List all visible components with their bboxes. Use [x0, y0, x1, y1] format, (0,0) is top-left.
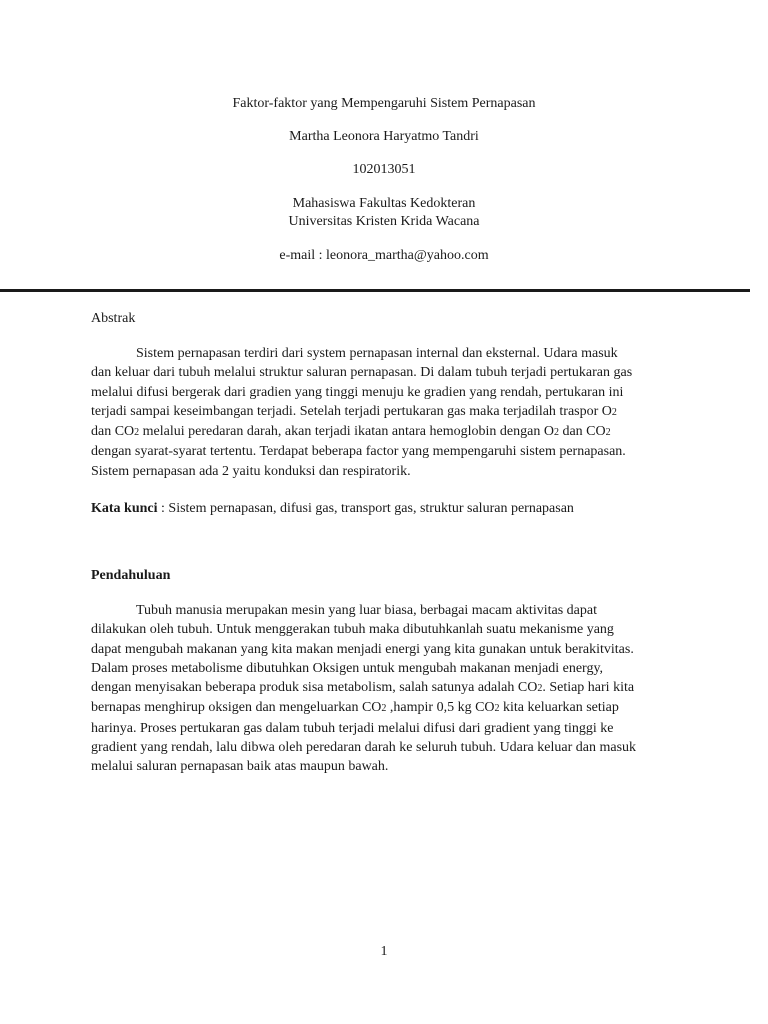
keywords-text: : Sistem pernapasan, difusi gas, transport gas, struktur saluran pernapasan: [157, 501, 574, 516]
page-number: 1: [380, 944, 388, 959]
intro-line: harinya. Proses pertukaran gas dalam tubuh terjadi melalui difusi dari gradient yang tinggi ke: [91, 720, 614, 736]
subscript-2: 2: [605, 427, 611, 439]
author-name: Martha Leonora Haryatmo Tandri: [289, 129, 479, 144]
intro-line: dengan menyisakan beberapa produk sisa metabolism, salah satunya adalah CO2. Setiap hari kita: [91, 680, 635, 696]
abstract-line: dan keluar dari tubuh melalui struktur saluran pernapasan. Di dalam tubuh terjadi pertukaran gas: [91, 365, 633, 381]
abstract-line: Sistem pernapasan ada 2 yaitu konduksi dan respiratorik.: [91, 463, 411, 479]
subscript-2: 2: [494, 703, 500, 715]
student-id: 102013051: [352, 162, 416, 177]
intro-line: melalui saluran pernapasan baik atas maupun bawah.: [91, 759, 389, 775]
intro-paragraph: [91, 601, 691, 777]
subscript-2: 2: [553, 427, 559, 439]
author-email: e-mail : leonora_martha@yahoo.com: [279, 248, 489, 263]
header-divider: [0, 289, 750, 292]
intro-heading: Pendahuluan: [91, 568, 171, 583]
intro-line: gradient yang rendah, lalu dibwa oleh peredaran darah ke seluruh tubuh. Udara keluar dan masuk: [91, 740, 637, 756]
subscript-2: 2: [611, 406, 617, 418]
affiliation-faculty: Mahasiswa Fakultas Kedokteran: [292, 196, 476, 211]
keywords-label: Kata kunci: [91, 501, 158, 516]
intro-line: bernapas menghirup oksigen dan mengeluarkan CO2 ,hampir 0,5 kg CO2 kita keluarkan setiap: [91, 700, 619, 716]
abstract-paragraph: [91, 344, 691, 481]
abstract-line: dan CO2 melalui peredaran darah, akan terjadi ikatan antara hemoglobin dengan O2 dan CO2: [91, 424, 611, 440]
intro-line: dilakukan oleh tubuh. Untuk menggerakan tubuh maka dibutuhkanlah suatu mekanisme yang: [91, 622, 614, 638]
abstract-line: melalui difusi bergerak dari gradien yang tinggi menuju ke gradien yang rendah, pertukaran ini: [91, 384, 624, 400]
intro-line: Dalam proses metabolisme dibutuhkan Oksigen untuk mengubah makanan menjadi energy,: [91, 660, 604, 676]
subscript-2: 2: [134, 427, 140, 439]
affiliation-university: Universitas Kristen Krida Wacana: [288, 214, 480, 229]
intro-line: dapat mengubah makanan yang kita makan menjadi energi yang kita gunakan untuk berakitvitas.: [91, 641, 634, 657]
paper-title: Faktor-faktor yang Mempengaruhi Sistem Pernapasan: [232, 96, 536, 111]
keywords-line: [91, 501, 681, 517]
intro-line: Tubuh manusia merupakan mesin yang luar biasa, berbagai macam aktivitas dapat: [136, 603, 597, 618]
subscript-2: 2: [381, 703, 387, 715]
abstract-heading: Abstrak: [91, 311, 136, 326]
subscript-2: 2: [537, 683, 543, 695]
abstract-line: terjadi sampai keseimbangan terjadi. Setelah terjadi pertukaran gas maka terjadilah traspor O2: [91, 403, 617, 419]
abstract-line: Sistem pernapasan terdiri dari system pernapasan internal dan eksternal. Udara masuk: [136, 346, 618, 361]
abstract-line: dengan syarat-syarat tertentu. Terdapat beberapa factor yang mempengaruhi sistem pernapasan.: [91, 444, 626, 460]
